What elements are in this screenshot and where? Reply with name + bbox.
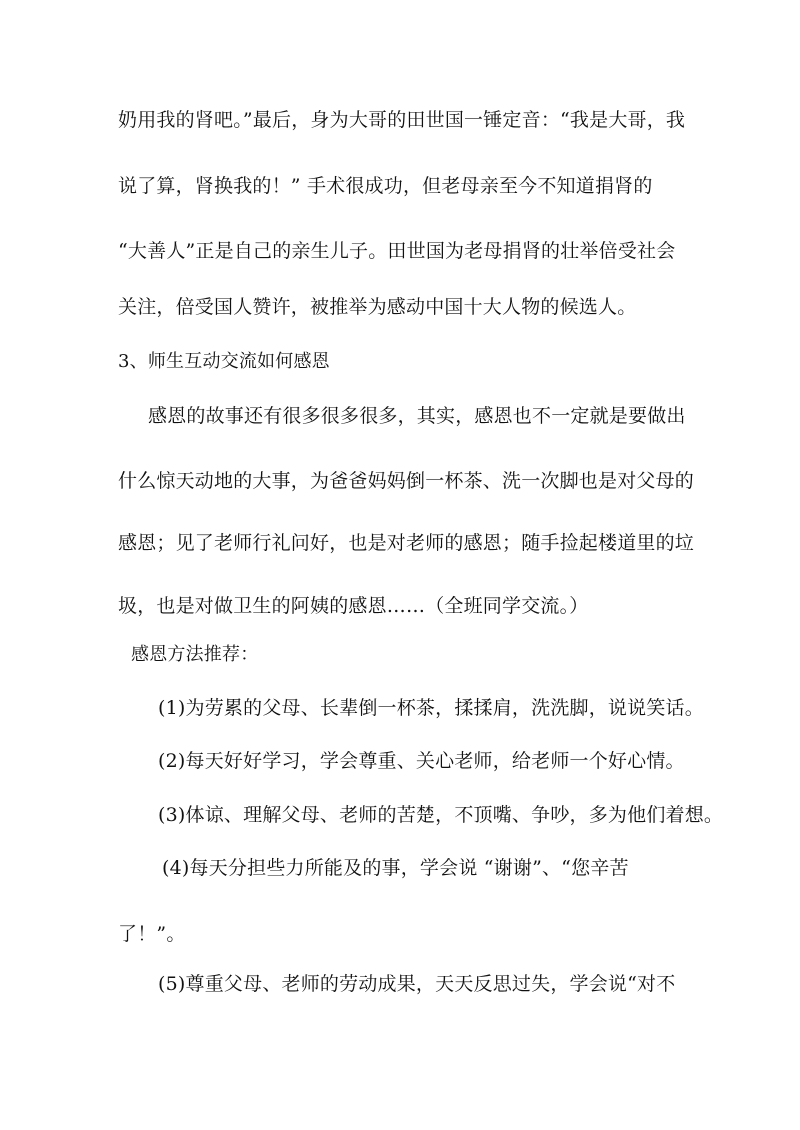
- methods-title: 感恩方法推荐：: [131, 644, 259, 665]
- method-item-continuation: 了！”。: [118, 923, 186, 945]
- paragraph-line: 什么惊天动地的大事，为爸爸妈妈倒一杯茶、洗一次脚也是对父母的: [118, 470, 695, 492]
- paragraph-line: 说了算，肾换我的！” 手术很成功，但老母亲至今不知道捐肾的: [118, 175, 653, 197]
- method-item: (4)每天分担些力所能及的事，学会说 “谢谢”、“您辛苦: [162, 857, 629, 879]
- paragraph-line: 感恩；见了老师行礼问好，也是对老师的感恩；随手捡起楼道里的垃: [118, 532, 695, 554]
- method-item: (2)每天好好学习，学会尊重、关心老师，给老师一个好心情。: [158, 750, 685, 772]
- section-heading: 3、师生互动交流如何感恩: [118, 351, 330, 372]
- paragraph-line: 奶用我的肾吧。”最后，身为大哥的田世国一锤定音：“我是大哥，我: [118, 109, 686, 131]
- paragraph-line: 关注，倍受国人赞许，被推举为感动中国十大人物的候选人。: [118, 296, 637, 318]
- paragraph-line: 感恩的故事还有很多很多很多，其实，感恩也不一定就是要做出: [148, 405, 686, 427]
- method-item: (5)尊重父母、老师的劳动成果，天天反思过失，学会说“对不: [158, 973, 676, 995]
- paragraph-line: 圾，也是对做卫生的阿姨的感恩……（全班同学交流。）: [118, 595, 589, 617]
- method-item: (3)体谅、理解父母、老师的苦楚，不顶嘴、争吵，多为他们着想。: [158, 804, 724, 826]
- paragraph-line: “大善人”正是自己的亲生儿子。田世国为老母捐肾的壮举倍受社会: [118, 240, 676, 262]
- method-item: (1)为劳累的父母、长辈倒一杯茶，揉揉肩，洗洗脚，说说笑话。: [158, 697, 704, 719]
